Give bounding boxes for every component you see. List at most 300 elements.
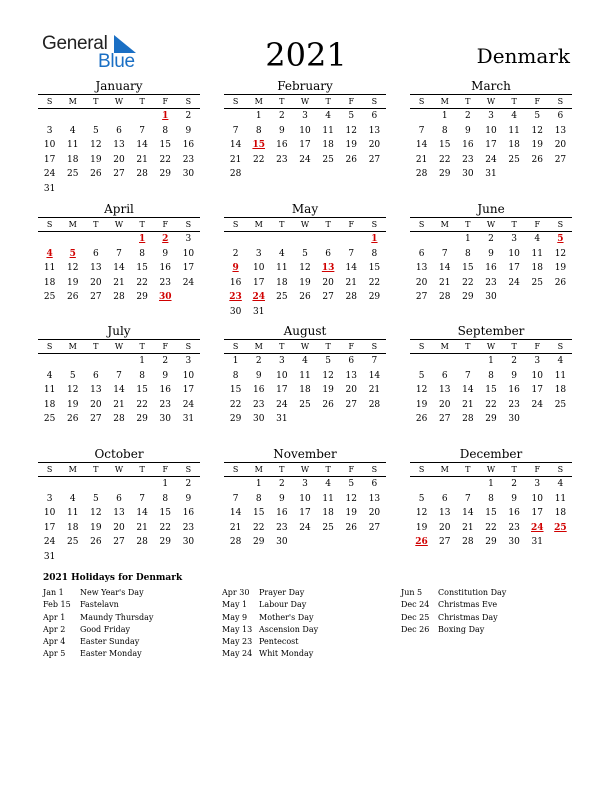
day-number: 14 xyxy=(229,508,242,518)
day-number: 17 xyxy=(276,385,288,395)
day-number: 6 xyxy=(325,248,331,259)
weekday-label: T xyxy=(279,465,285,474)
day-number: 8 xyxy=(464,248,471,259)
month-name: June xyxy=(477,202,505,216)
weekday-label: T xyxy=(93,220,99,229)
day-number: 25 xyxy=(276,292,288,302)
day-number: 18 xyxy=(299,385,311,395)
holiday-name: Easter Sunday xyxy=(80,637,140,647)
month-april xyxy=(38,202,200,305)
day-number: 23 xyxy=(159,399,171,410)
day-number: 28 xyxy=(113,292,125,302)
day-number: 26 xyxy=(299,292,311,302)
day-number: 23 xyxy=(485,277,497,288)
day-number: 9 xyxy=(511,370,517,381)
day-number: 15 xyxy=(485,385,497,395)
weekday-label: T xyxy=(279,220,285,229)
country-name: Denmark xyxy=(476,44,570,68)
day-number: 13 xyxy=(113,140,125,150)
day-number: 13 xyxy=(113,508,125,518)
month-january xyxy=(38,79,200,196)
day-number: 21 xyxy=(229,154,242,165)
day-number: 1 xyxy=(232,356,239,366)
day-number: 15 xyxy=(252,508,265,518)
day-number: 8 xyxy=(139,248,145,259)
day-number: 6 xyxy=(371,479,378,489)
empty-day xyxy=(38,109,61,124)
day-number: 3 xyxy=(46,125,53,136)
weekday-label: M xyxy=(254,465,263,474)
weekday-label: W xyxy=(300,465,310,474)
day-number: 16 xyxy=(462,140,474,150)
day-number: 26 xyxy=(322,399,334,410)
day-number: 4 xyxy=(534,234,541,244)
empty-day xyxy=(456,354,479,369)
day-number: 9 xyxy=(185,493,192,504)
day-number: 30 xyxy=(485,292,497,302)
weekday-label: S xyxy=(232,342,239,351)
month-name: April xyxy=(104,202,134,216)
holiday-date: May 23 xyxy=(222,637,253,647)
holiday-day: 30 xyxy=(159,292,172,302)
empty-day xyxy=(61,232,84,247)
day-number: 21 xyxy=(415,154,428,165)
holiday-row xyxy=(222,648,318,660)
weekday-label: T xyxy=(511,97,517,106)
day-number: 30 xyxy=(252,414,265,424)
day-number: 28 xyxy=(462,537,474,547)
day-number: 3 xyxy=(185,356,192,366)
holiday-date: Apr 1 xyxy=(43,612,66,622)
day-number: 14 xyxy=(136,140,148,150)
day-number: 16 xyxy=(485,263,497,273)
day-grid xyxy=(410,232,572,305)
weekday-header xyxy=(410,217,572,232)
holiday-day: 25 xyxy=(554,522,567,533)
empty-day xyxy=(107,354,130,369)
weekday-label: S xyxy=(232,465,239,474)
weekday-label: S xyxy=(46,465,53,474)
holiday-name: Ascension Day xyxy=(259,624,319,634)
day-number: 7 xyxy=(441,248,448,259)
day-number: 30 xyxy=(182,537,195,547)
day-number: 19 xyxy=(345,140,357,150)
day-number: 31 xyxy=(485,169,497,179)
day-number: 31 xyxy=(252,306,265,317)
day-number: 5 xyxy=(418,370,425,381)
day-number: 27 xyxy=(345,399,357,410)
day-number: 12 xyxy=(90,508,102,518)
day-number: 3 xyxy=(302,111,308,121)
weekday-label: T xyxy=(325,220,331,229)
day-number: 22 xyxy=(485,522,497,533)
empty-day xyxy=(247,232,270,247)
holiday-name: New Year's Day xyxy=(80,588,144,597)
day-grid xyxy=(38,109,200,196)
day-number: 25 xyxy=(508,154,520,165)
day-number: 25 xyxy=(43,414,56,424)
weekday-label: W xyxy=(300,220,310,229)
day-number: 2 xyxy=(511,479,517,489)
day-number: 28 xyxy=(368,399,381,410)
day-number: 23 xyxy=(462,154,474,165)
weekday-label: W xyxy=(300,97,310,106)
day-number: 21 xyxy=(462,399,474,410)
day-number: 25 xyxy=(531,277,543,288)
day-grid xyxy=(410,109,572,182)
holiday-date: Apr 30 xyxy=(222,588,250,597)
day-number: 19 xyxy=(415,522,428,533)
holiday-date: Apr 5 xyxy=(43,649,66,659)
day-number: 18 xyxy=(554,508,567,518)
weekday-label: M xyxy=(254,97,263,106)
weekday-label: W xyxy=(486,465,496,474)
day-number: 26 xyxy=(66,292,79,302)
day-number: 25 xyxy=(66,537,79,547)
day-number: 22 xyxy=(368,277,381,288)
day-number: 12 xyxy=(299,263,311,273)
weekday-label: F xyxy=(534,342,541,351)
day-number: 3 xyxy=(46,493,53,504)
weekday-label: S xyxy=(371,220,378,229)
day-number: 25 xyxy=(43,292,56,302)
empty-day xyxy=(38,477,61,492)
day-number: 2 xyxy=(511,356,517,366)
day-number: 9 xyxy=(162,248,169,259)
weekday-label: T xyxy=(139,220,145,229)
weekday-label: T xyxy=(279,342,285,351)
day-number: 23 xyxy=(276,522,288,533)
weekday-label: T xyxy=(325,465,331,474)
day-number: 23 xyxy=(159,277,171,288)
day-number: 5 xyxy=(302,248,308,259)
day-number: 20 xyxy=(113,154,125,165)
month-name: August xyxy=(283,324,327,338)
day-number: 3 xyxy=(534,479,541,489)
weekday-header xyxy=(224,217,386,232)
day-number: 27 xyxy=(368,154,381,165)
holiday-row xyxy=(401,624,506,636)
weekday-label: M xyxy=(440,342,449,351)
day-number: 4 xyxy=(325,479,331,489)
empty-day xyxy=(107,109,130,124)
day-number: 4 xyxy=(511,111,517,121)
day-number: 14 xyxy=(462,385,474,395)
holiday-day: 2 xyxy=(162,234,169,244)
weekday-label: T xyxy=(93,465,99,474)
holiday-name: Labour Day xyxy=(259,600,307,610)
day-number: 15 xyxy=(136,385,148,395)
empty-day xyxy=(433,232,456,247)
day-number: 13 xyxy=(345,370,357,381)
holiday-day: 1 xyxy=(371,234,378,244)
day-number: 22 xyxy=(485,399,497,410)
day-number: 3 xyxy=(302,479,308,489)
day-number: 6 xyxy=(371,111,378,121)
day-number: 9 xyxy=(185,125,192,136)
day-number: 27 xyxy=(113,169,125,179)
day-number: 18 xyxy=(508,140,520,150)
holiday-day: 24 xyxy=(531,522,544,533)
day-number: 8 xyxy=(255,125,262,136)
day-number: 1 xyxy=(255,111,262,121)
weekday-label: F xyxy=(162,465,169,474)
day-number: 19 xyxy=(299,277,311,288)
day-number: 11 xyxy=(66,140,79,150)
day-number: 17 xyxy=(531,508,543,518)
weekday-label: F xyxy=(162,220,169,229)
empty-day xyxy=(84,232,107,247)
month-october xyxy=(38,447,200,564)
holiday-date: Feb 15 xyxy=(43,600,71,610)
logo-text-general: General xyxy=(42,33,108,54)
day-number: 19 xyxy=(322,385,334,395)
holiday-row xyxy=(43,624,153,636)
day-number: 12 xyxy=(415,385,428,395)
day-number: 14 xyxy=(113,263,125,273)
weekday-label: S xyxy=(557,342,564,351)
weekday-label: S xyxy=(46,342,53,351)
weekday-header xyxy=(224,94,386,109)
empty-day xyxy=(84,109,107,124)
empty-day xyxy=(410,477,433,492)
weekday-label: T xyxy=(325,97,331,106)
holiday-day: 24 xyxy=(252,292,265,302)
day-number: 8 xyxy=(255,493,262,504)
weekday-label: S xyxy=(46,97,53,106)
weekday-label: S xyxy=(557,465,564,474)
day-number: 10 xyxy=(531,493,543,504)
day-number: 17 xyxy=(299,140,311,150)
day-number: 23 xyxy=(276,154,288,165)
weekday-header xyxy=(224,339,386,354)
day-number: 5 xyxy=(348,479,355,489)
day-grid xyxy=(410,477,572,550)
weekday-label: T xyxy=(511,342,517,351)
day-grid xyxy=(224,232,386,319)
holiday-date: Dec 26 xyxy=(401,624,430,634)
day-number: 12 xyxy=(531,125,543,136)
day-number: 26 xyxy=(90,537,102,547)
day-number: 10 xyxy=(508,248,520,259)
day-number: 21 xyxy=(368,385,381,395)
holiday-day: 5 xyxy=(69,248,76,259)
weekday-label: F xyxy=(348,97,355,106)
weekday-label: T xyxy=(325,342,331,351)
day-number: 20 xyxy=(90,277,102,288)
logo-text-blue: Blue xyxy=(98,51,135,72)
holiday-row xyxy=(401,587,506,599)
day-number: 6 xyxy=(92,370,99,381)
day-number: 2 xyxy=(162,356,169,366)
day-number: 9 xyxy=(464,125,471,136)
day-number: 5 xyxy=(534,111,541,121)
holiday-row xyxy=(401,612,506,624)
day-number: 11 xyxy=(322,125,334,136)
holiday-name: Boxing Day xyxy=(438,624,485,634)
holiday-name: Whit Monday xyxy=(259,649,314,659)
holiday-name: Christmas Eve xyxy=(438,600,498,610)
day-number: 15 xyxy=(136,263,148,273)
calendar-year: 2021 xyxy=(265,36,347,74)
weekday-label: W xyxy=(300,342,310,351)
day-number: 22 xyxy=(159,154,171,165)
day-number: 4 xyxy=(278,248,285,259)
day-number: 12 xyxy=(66,385,79,395)
empty-day xyxy=(293,232,316,247)
day-number: 6 xyxy=(116,125,122,136)
day-number: 12 xyxy=(554,248,567,259)
day-number: 29 xyxy=(438,169,451,179)
day-number: 22 xyxy=(252,522,265,533)
day-number: 7 xyxy=(116,370,122,381)
weekday-header xyxy=(38,217,200,232)
holiday-row xyxy=(222,599,318,611)
day-number: 11 xyxy=(276,263,288,273)
weekday-label: T xyxy=(465,465,471,474)
day-number: 9 xyxy=(278,493,285,504)
day-number: 8 xyxy=(488,370,494,381)
day-number: 18 xyxy=(531,263,543,273)
day-number: 11 xyxy=(43,263,56,273)
day-number: 1 xyxy=(464,234,471,244)
day-number: 16 xyxy=(159,263,171,273)
day-number: 1 xyxy=(488,356,494,366)
day-number: 19 xyxy=(531,140,543,150)
day-number: 21 xyxy=(229,522,242,533)
day-number: 30 xyxy=(462,169,474,179)
day-number: 3 xyxy=(255,248,262,259)
holiday-name: Good Friday xyxy=(80,624,131,634)
day-number: 18 xyxy=(322,140,334,150)
day-number: 19 xyxy=(66,399,79,410)
empty-day xyxy=(131,477,154,492)
day-number: 22 xyxy=(252,154,265,165)
weekday-label: T xyxy=(511,220,517,229)
day-number: 23 xyxy=(508,399,520,410)
day-number: 25 xyxy=(322,154,334,165)
holiday-column xyxy=(222,587,318,661)
day-number: 6 xyxy=(348,356,355,366)
day-number: 30 xyxy=(159,414,171,424)
day-number: 7 xyxy=(464,493,471,504)
weekday-label: F xyxy=(534,465,541,474)
day-number: 28 xyxy=(136,169,148,179)
holiday-row xyxy=(43,648,153,660)
holiday-date: May 24 xyxy=(222,649,253,659)
day-number: 29 xyxy=(229,414,242,424)
day-number: 8 xyxy=(232,370,239,381)
day-number: 5 xyxy=(418,493,425,504)
day-number: 25 xyxy=(322,522,334,533)
day-number: 3 xyxy=(511,234,517,244)
holiday-day: 4 xyxy=(46,248,53,259)
holiday-name: Christmas Day xyxy=(438,612,498,622)
weekday-label: M xyxy=(68,220,77,229)
day-number: 26 xyxy=(345,154,357,165)
day-number: 8 xyxy=(162,493,169,504)
day-number: 17 xyxy=(299,508,311,518)
month-february xyxy=(224,79,386,182)
day-number: 14 xyxy=(462,508,474,518)
holiday-row xyxy=(43,636,153,648)
weekday-label: S xyxy=(46,220,53,229)
day-number: 7 xyxy=(418,125,425,136)
day-number: 13 xyxy=(415,263,428,273)
day-number: 2 xyxy=(232,248,239,259)
weekday-label: T xyxy=(139,465,145,474)
empty-day xyxy=(410,232,433,247)
weekday-label: S xyxy=(232,97,239,106)
empty-day xyxy=(61,477,84,492)
weekday-label: T xyxy=(139,342,145,351)
empty-day xyxy=(340,232,363,247)
day-grid xyxy=(38,232,200,305)
holiday-name: Mother's Day xyxy=(259,612,314,622)
holiday-name: Pentecost xyxy=(259,637,299,647)
month-august xyxy=(224,324,386,427)
day-number: 24 xyxy=(182,399,195,410)
day-number: 28 xyxy=(136,537,148,547)
day-number: 20 xyxy=(368,140,381,150)
day-number: 16 xyxy=(508,508,520,518)
day-number: 14 xyxy=(415,140,428,150)
day-number: 7 xyxy=(139,493,145,504)
day-number: 28 xyxy=(229,537,242,547)
day-number: 24 xyxy=(182,277,195,288)
day-number: 20 xyxy=(415,277,428,288)
day-number: 9 xyxy=(255,370,262,381)
day-number: 15 xyxy=(485,508,497,518)
day-number: 20 xyxy=(438,522,451,533)
day-number: 19 xyxy=(66,277,79,288)
day-number: 2 xyxy=(278,479,285,489)
day-number: 16 xyxy=(229,277,242,288)
weekday-label: S xyxy=(185,465,192,474)
weekday-label: W xyxy=(114,97,124,106)
empty-day xyxy=(433,354,456,369)
empty-day xyxy=(61,354,84,369)
weekday-label: F xyxy=(162,97,169,106)
holiday-day: 9 xyxy=(232,263,239,273)
day-number: 29 xyxy=(252,537,265,547)
day-number: 22 xyxy=(136,277,148,288)
day-number: 23 xyxy=(252,399,265,410)
weekday-label: S xyxy=(418,220,425,229)
weekday-label: M xyxy=(440,220,449,229)
weekday-label: F xyxy=(348,220,355,229)
day-number: 10 xyxy=(531,370,543,381)
day-number: 11 xyxy=(299,370,311,381)
day-number: 6 xyxy=(116,493,122,504)
day-number: 25 xyxy=(554,399,567,410)
day-number: 30 xyxy=(276,537,288,547)
weekday-label: M xyxy=(440,97,449,106)
day-number: 24 xyxy=(276,399,288,410)
day-number: 17 xyxy=(485,140,497,150)
day-number: 6 xyxy=(441,493,448,504)
day-number: 26 xyxy=(90,169,102,179)
day-number: 17 xyxy=(508,263,520,273)
day-number: 26 xyxy=(415,414,428,424)
day-number: 19 xyxy=(345,508,357,518)
weekday-label: S xyxy=(185,97,192,106)
weekday-label: T xyxy=(465,220,471,229)
day-number: 24 xyxy=(43,169,56,179)
day-number: 18 xyxy=(322,508,334,518)
day-number: 17 xyxy=(531,385,543,395)
day-number: 11 xyxy=(554,493,567,504)
